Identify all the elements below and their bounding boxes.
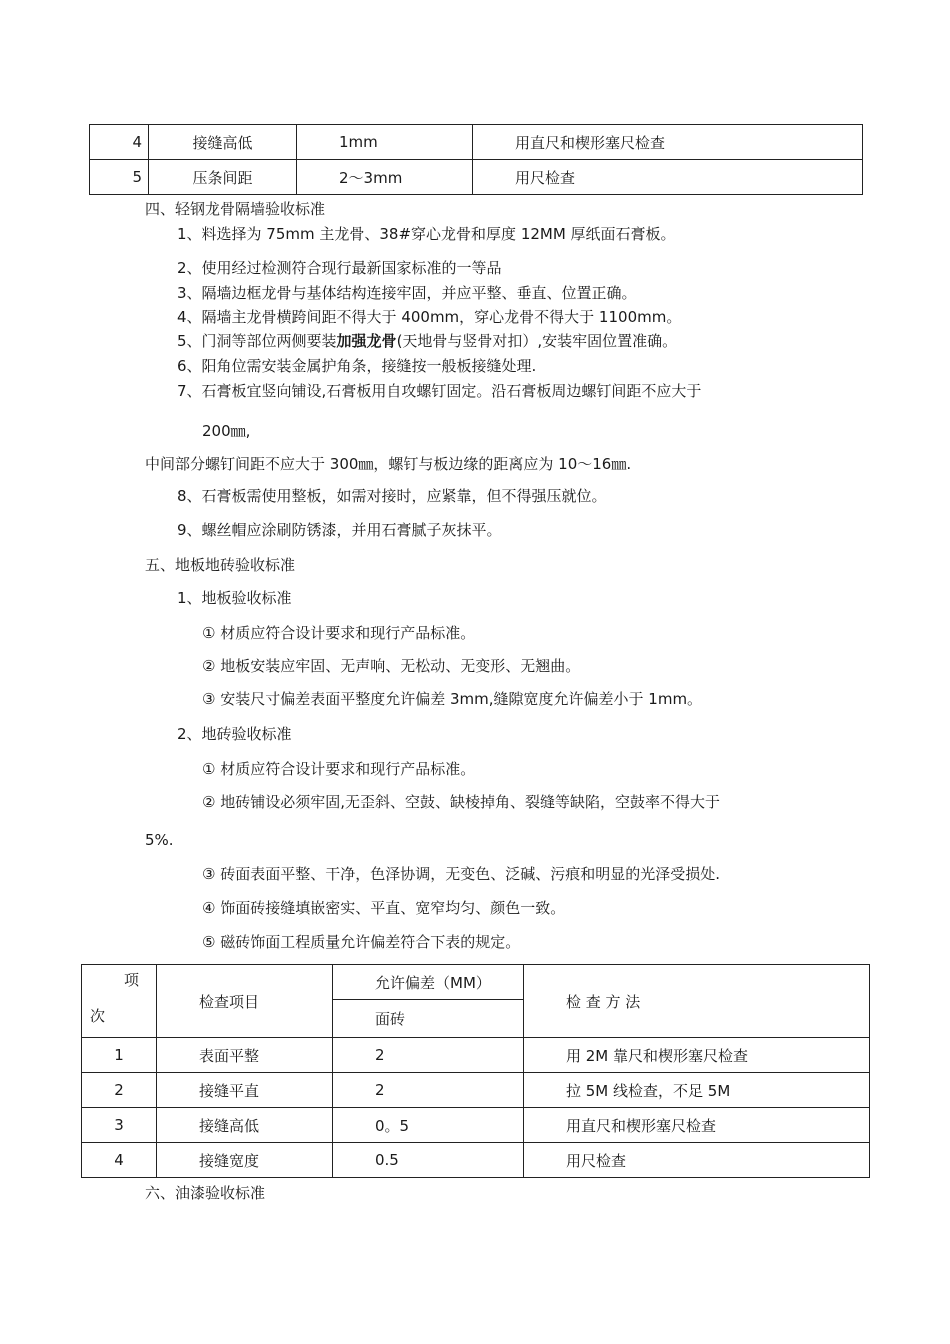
check-method: 用尺检查 — [524, 1143, 870, 1178]
paragraph: 9、螺丝帽应涂刷防锈漆，并用石膏腻子灰抹平。 — [177, 521, 502, 539]
header-check-item: 检查项目 — [157, 965, 333, 1038]
table-row — [90, 160, 863, 195]
list-item: ② 地板安装应牢固、无声响、无松动、无变形、无翘曲。 — [202, 657, 581, 675]
row-number: 4 — [82, 1143, 157, 1178]
row-number: 5 — [90, 160, 149, 195]
table-row — [82, 1038, 870, 1073]
header-number-top: 项 — [124, 971, 140, 989]
section-heading: 四、轻钢龙骨隔墙验收标准 — [145, 200, 326, 218]
list-item: ④ 饰面砖接缝填嵌密实、平直、宽窄均匀、颜色一致。 — [202, 899, 566, 917]
list-item: ③ 安装尺寸偏差表面平整度允许偏差 3mm,缝隙宽度允许偏差小于 1mm。 — [202, 690, 703, 708]
tolerance-value: 0。5 — [333, 1108, 524, 1143]
tolerance-table-top — [89, 124, 863, 195]
check-method: 用直尺和楔形塞尺检查 — [473, 125, 863, 160]
row-number: 4 — [90, 125, 149, 160]
section-heading: 五、地板地砖验收标准 — [145, 556, 296, 574]
row-number: 3 — [82, 1108, 157, 1143]
list-item: ② 地砖铺设必须牢固,无歪斜、空鼓、缺棱掉角、裂缝等缺陷，空鼓率不得大于 — [202, 793, 720, 811]
header-number-bottom: 次 — [90, 1007, 106, 1025]
check-method: 用 2M 靠尺和楔形塞尺检查 — [524, 1038, 870, 1073]
check-method: 用直尺和楔形塞尺检查 — [524, 1108, 870, 1143]
table-row — [90, 125, 863, 160]
row-number: 2 — [82, 1073, 157, 1108]
paragraph: 4、隔墙主龙骨横跨间距不得大于 400mm，穿心龙骨不得大于 1100mm。 — [177, 308, 682, 326]
check-item: 接缝平直 — [157, 1073, 333, 1108]
subheading: 1、地板验收标准 — [177, 589, 292, 607]
paragraph: 2、使用经过检测符合现行最新国家标准的一等品 — [177, 259, 502, 277]
check-item: 接缝高低 — [157, 1108, 333, 1143]
tolerance-value: 2 — [333, 1073, 524, 1108]
check-method: 拉 5M 线检查，不足 5M — [524, 1073, 870, 1108]
check-item: 接缝宽度 — [157, 1143, 333, 1178]
table-row — [82, 1108, 870, 1143]
header-number — [82, 965, 157, 1038]
check-method: 用尺检查 — [473, 160, 863, 195]
list-item: ① 材质应符合设计要求和现行产品标准。 — [202, 760, 476, 778]
paragraph: 1、料选择为 75mm 主龙骨、38#穿心龙骨和厚度 12MM 厚纸面石膏板。 — [177, 225, 676, 243]
tolerance-value: 2～3mm — [297, 160, 473, 195]
paragraph: 6、阳角位需安装金属护角条，接缝按一般板接缝处理. — [177, 357, 537, 375]
paragraph: 8、石膏板需使用整板，如需对接时，应紧靠，但不得强压就位。 — [177, 487, 607, 505]
text: 5、门洞等部位两侧要装 — [177, 332, 337, 350]
table-row — [82, 1073, 870, 1108]
tolerance-value: 0.5 — [333, 1143, 524, 1178]
list-item: ⑤ 磁砖饰面工程质量允许偏差符合下表的规定。 — [202, 933, 521, 951]
tolerance-value: 1mm — [297, 125, 473, 160]
table-row — [82, 1143, 870, 1178]
section-heading: 六、油漆验收标准 — [145, 1184, 266, 1202]
table-header-row — [82, 965, 870, 1000]
check-item: 压条间距 — [149, 160, 297, 195]
list-item: ③ 砖面表面平整、干净，色泽协调，无变色、泛碱、污痕和明显的光泽受损处. — [202, 865, 720, 883]
list-item: ① 材质应符合设计要求和现行产品标准。 — [202, 624, 476, 642]
header-tile: 面砖 — [333, 1000, 524, 1038]
header-check-method: 检 查 方 法 — [524, 965, 870, 1038]
paragraph-continuation: 5%. — [145, 831, 174, 849]
paragraph — [177, 331, 677, 351]
tile-tolerance-table — [81, 964, 870, 1178]
check-item: 接缝高低 — [149, 125, 297, 160]
tolerance-value: 2 — [333, 1038, 524, 1073]
text: (天地骨与竖骨对扣）,安装牢固位置准确。 — [396, 332, 678, 350]
paragraph: 7、石膏板宜竖向铺设,石膏板用自攻螺钉固定。沿石膏板周边螺钉间距不应大于 — [177, 382, 702, 400]
row-number: 1 — [82, 1038, 157, 1073]
subheading: 2、地砖验收标准 — [177, 725, 292, 743]
emphasis-text: 加强龙骨 — [336, 332, 397, 350]
paragraph-continuation: 中间部分螺钉间距不应大于 300㎜，螺钉与板边缘的距离应为 10～16㎜. — [145, 455, 632, 473]
paragraph-continuation: 200㎜, — [202, 422, 251, 440]
check-item: 表面平整 — [157, 1038, 333, 1073]
header-tolerance: 允许偏差（MM） — [333, 965, 524, 1000]
paragraph: 3、隔墙边框龙骨与基体结构连接牢固，并应平整、垂直、位置正确。 — [177, 284, 637, 302]
